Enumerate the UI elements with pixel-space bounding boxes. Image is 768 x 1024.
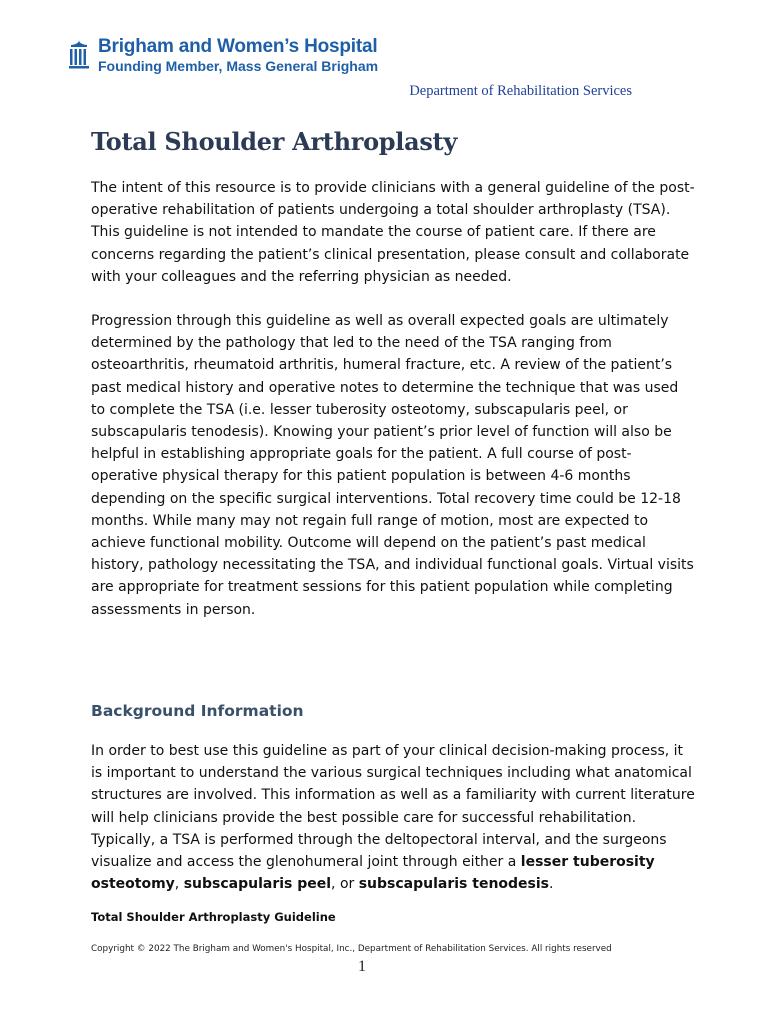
background-text: In order to best use this guideline as part of your clinical decision-making process, it is important to understand the various surgical techniques including what anatomical structures are involved. This information as well as a familiarity with current literature will help clinicians provide the best possible care for successful rehabilitation. Typically, a TSA is performed through the deltopectoral interval, and the surgeons visualize and access the glenohumeral joint through either a [91,743,695,871]
footer-guideline-title: Total Shoulder Arthroplasty Guideline [91,910,336,924]
hospital-logo [68,36,378,74]
hospital-name: Brigham and Women’s Hospital [98,36,378,57]
technique-subscapularis-peel: subscapularis peel [183,876,332,893]
department-name: Department of Rehabilitation Services [409,83,632,99]
technique-subscapularis-tenodesis: subscapularis tenodesis [358,876,550,893]
intro-paragraph: The intent of this resource is to provide clinicians with a general guideline of the post-operative rehabilitation of patients undergoing a total shoulder arthroplasty (TSA). This guideline is not intended to mandate the course of patient care. If there are concerns regarding the patient’s clinical presentation, please consult and collaborate with your colleagues and the referring physician as needed. [91,180,695,285]
hospital-affiliation: Founding Member, Mass General Brigham [98,58,379,74]
technique-lesser-tuberosity: lesser tuberosity osteotomy [91,854,655,893]
progression-paragraph: Progression through this guideline as well as overall expected goals are ultimately determined by the pathology that led to the need of the TSA ranging from osteoarthritis, rheumatoid arthritis, humeral fracture, etc. A review of the patient’s past medical history and operative notes to determine the technique that was used to complete the TSA (i.e. lesser tuberosity osteotomy, subscapularis peel, or subscapularis tenodesis). Knowing your patient’s prior level of function will also be helpful in establishing appropriate goals for the patient. A full course of post-operative physical therapy for this patient population is between 4-6 months depending on the specific surgical interventions. Total recovery time could be 12-18 months. While many may not regain full range of motion, most are expected to achieve functional mobility. Outcome will depend on the patient’s past medical history, pathology necessitating the TSA, and individual functional goals. Virtual visits are appropriate for treatment sessions for this patient population while completing assessments in person. [91,313,694,618]
hospital-building-icon [68,38,90,72]
period: . [549,876,554,893]
separator: , [174,876,184,893]
separator: , or [331,876,359,893]
copyright-notice: Copyright © 2022 The Brigham and Women's Hospital, Inc., Department of Rehabilitation Services. All rights reserved [91,944,612,954]
background-heading: Background Information [91,702,304,720]
document-title: Total Shoulder Arthroplasty [91,127,457,156]
page-number: 1 [358,958,366,975]
background-paragraph [91,740,695,895]
